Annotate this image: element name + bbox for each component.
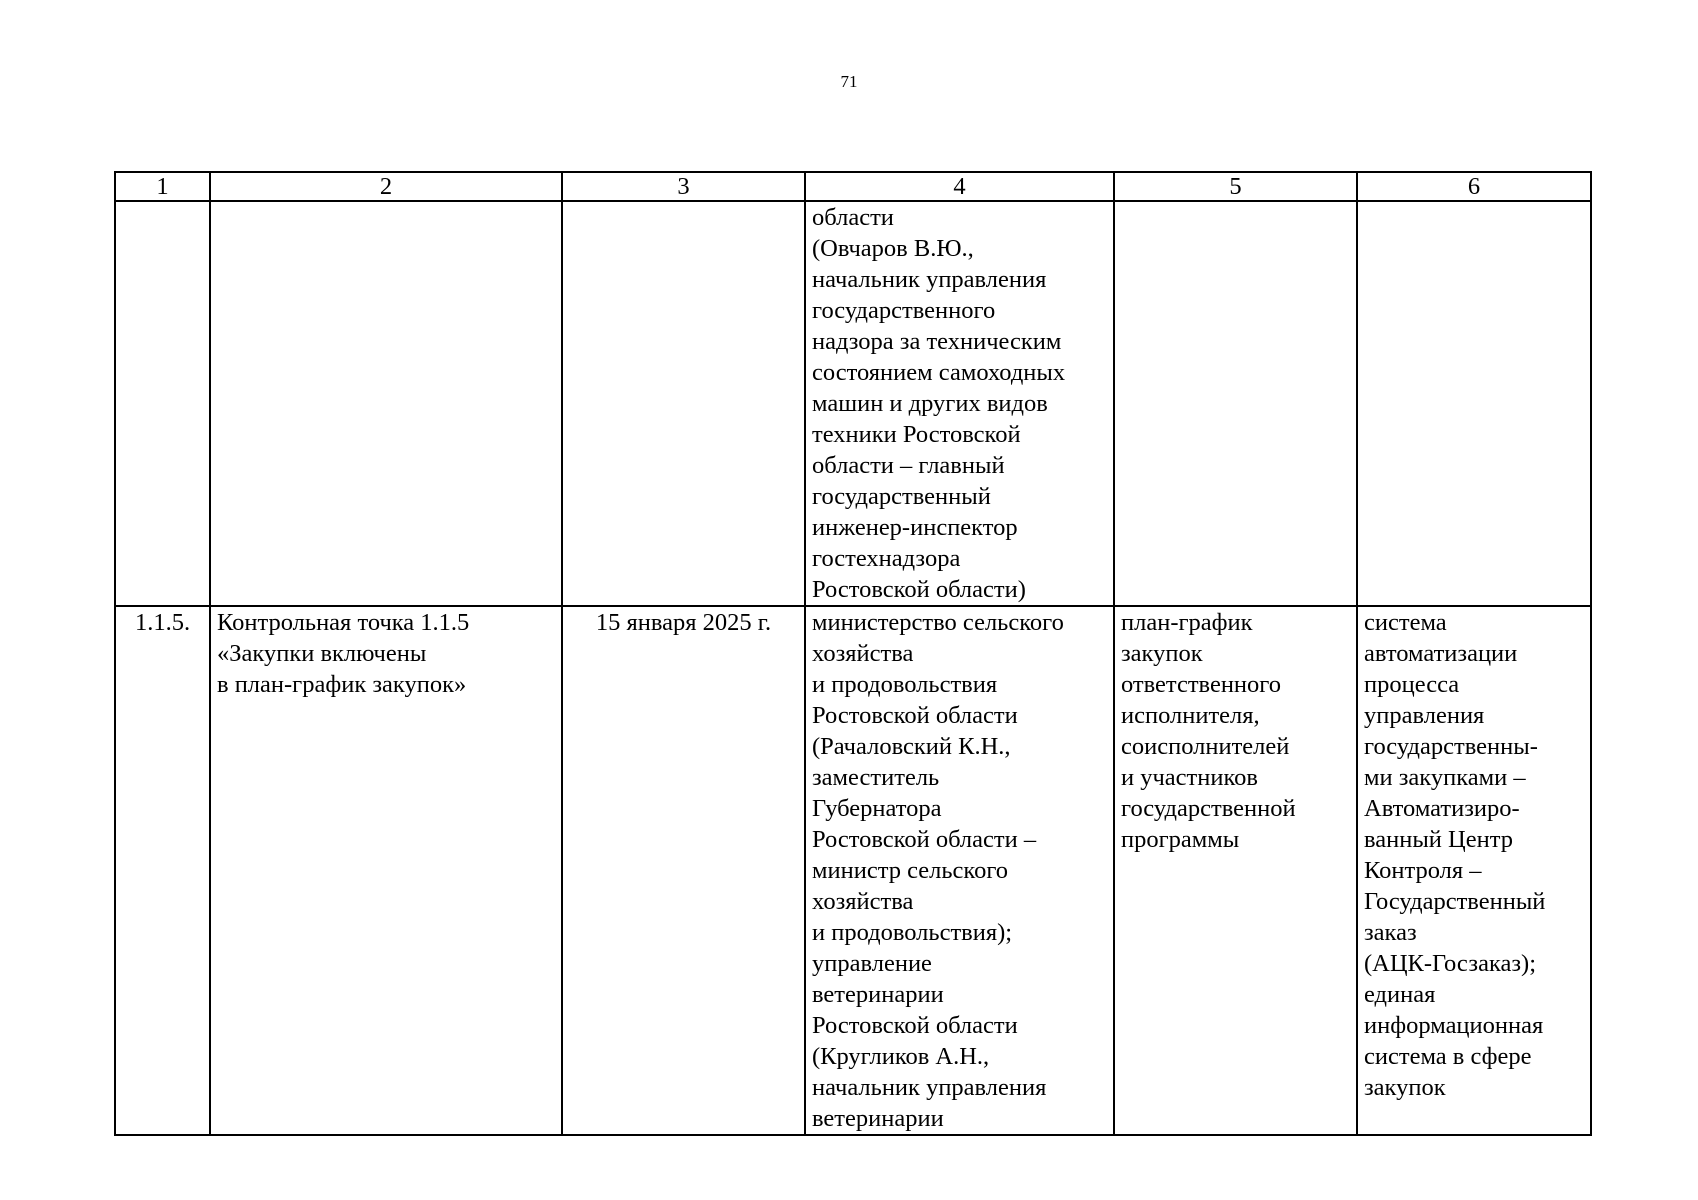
table-cell-document bbox=[1114, 201, 1357, 606]
plan-table bbox=[114, 171, 1592, 1136]
column-header: 2 bbox=[210, 172, 562, 201]
table-cell-number bbox=[115, 201, 210, 606]
table-row bbox=[115, 201, 1591, 606]
system-text: система автоматизации процесса управления государственны- ми закупками – Автоматизиро- ванный Центр Контроля – Государственный заказ (АЦК-Госзаказ); единая информационная система в сфере закупок bbox=[1364, 609, 1546, 1101]
table-cell-responsible bbox=[805, 606, 1114, 1135]
table-cell-system bbox=[1357, 606, 1591, 1135]
responsible-text: министерство сельского хозяйства и продовольствия Ростовской области (Рачаловский К.Н., заместитель Губернатора Ростовской области – министр сельского хозяйства и продовольствия); управление ветеринарии Ростовской области (Кругликов А.Н., начальник управления ветеринарии bbox=[812, 609, 1064, 1132]
column-header: 1 bbox=[115, 172, 210, 201]
column-header: 5 bbox=[1114, 172, 1357, 201]
table-header-row bbox=[115, 172, 1591, 201]
point-number: 1.1.5. bbox=[134, 609, 191, 636]
table-cell-document bbox=[1114, 606, 1357, 1135]
point-date: 15 января 2025 г. bbox=[595, 609, 772, 636]
table-cell-system bbox=[1357, 201, 1591, 606]
table-cell-name bbox=[210, 606, 562, 1135]
table-cell-number bbox=[115, 606, 210, 1135]
point-name: Контрольная точка 1.1.5 «Закупки включены в план-график закупок» bbox=[217, 609, 470, 698]
column-header: 3 bbox=[562, 172, 805, 201]
table-cell-date bbox=[562, 201, 805, 606]
document-text: план-график закупок ответственного исполнителя, соисполнителей и участников государственной программы bbox=[1121, 609, 1296, 853]
column-header: 6 bbox=[1357, 172, 1591, 201]
table-cell-date bbox=[562, 606, 805, 1135]
table-cell-name bbox=[210, 201, 562, 606]
responsible-text: области (Овчаров В.Ю., начальник управления государственного надзора за техническим состоянием самоходных машин и других видов техники Ростовской области – главный государственный инженер-инспектор гостехнадзора Ростовской области) bbox=[812, 204, 1066, 603]
column-header: 4 bbox=[805, 172, 1114, 201]
table-cell-responsible bbox=[805, 201, 1114, 606]
page-number: 71 bbox=[840, 72, 858, 91]
table-row bbox=[115, 606, 1591, 1135]
